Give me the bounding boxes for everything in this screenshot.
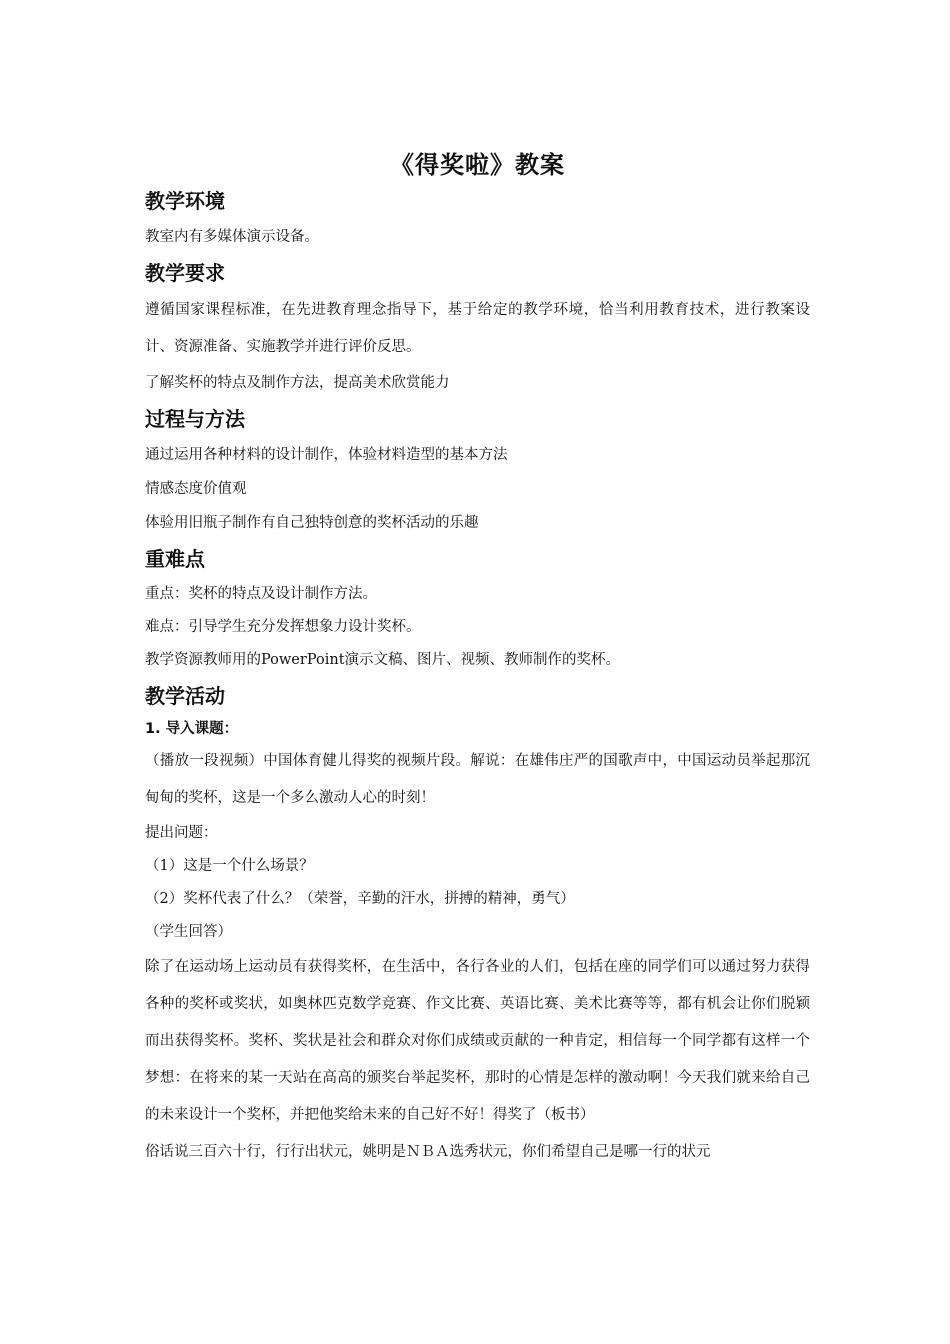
paragraph: 了解奖杯的特点及制作方法，提高美术欣赏能力 xyxy=(145,375,450,391)
heading-process: 过程与方法 xyxy=(145,407,245,431)
paragraph: 遵循国家课程标准，在先进教育理念指导下，基于给定的教学环境，恰当利用教育技术，进行教案设计、资源准备、实施教学并进行评价反思。 xyxy=(145,302,810,355)
paragraph: 重点：奖杯的特点及设计制作方法。 xyxy=(145,586,377,602)
paragraph: 除了在运动场上运动员有获得奖杯，在生活中，各行各业的人们，包括在座的同学们可以通过努力获得各种的奖杯或奖状，如奥林匹克数学竞赛、作文比赛、英语比赛、美术比赛等等，都有机会让你们脱颖而出获得奖杯。奖杯、奖状是社会和群众对你们成绩或贡献的一种肯定，相信每一个同学都有这样一个梦想：在将来的某一天站在高高的颁奖台举起奖杯，那时的心情是怎样的激动啊！今天我们就来给自己的未来设计一个奖杯，并把他奖给未来的自己好不好！得奖了（板书） xyxy=(145,959,810,1123)
paragraph: 体验用旧瓶子制作有自己独特创意的奖杯活动的乐趣 xyxy=(145,515,479,531)
paragraph: 难点：引导学生充分发挥想象力设计奖杯。 xyxy=(145,619,421,635)
heading-keypoints: 重难点 xyxy=(145,547,205,571)
paragraph: 教室内有多媒体演示设备。 xyxy=(145,229,319,245)
paragraph: （2）奖杯代表了什么？（荣誉，辛勤的汗水，拼搏的精神，勇气） xyxy=(145,891,575,907)
paragraph: （1）这是一个什么场景？ xyxy=(145,858,314,874)
heading-requirements: 教学要求 xyxy=(145,261,225,285)
paragraph: 教学资源教师用的PowerPoint演示文稿、图片、视频、教师制作的奖杯。 xyxy=(145,652,621,668)
paragraph: 提出问题： xyxy=(145,825,218,841)
paragraph: 情感态度价值观 xyxy=(145,481,247,497)
paragraph: （学生回答） xyxy=(145,924,232,940)
document-title: 《得奖啦》教案 xyxy=(390,151,565,179)
heading-activities: 教学活动 xyxy=(145,684,225,708)
paragraph: （播放一段视频）中国体育健儿得奖的视频片段。解说：在雄伟庄严的国歌声中，中国运动员举起那沉甸甸的奖杯，这是一个多么激动人心的时刻！ xyxy=(145,753,810,806)
heading-environment: 教学环境 xyxy=(145,189,225,213)
paragraph: 俗话说三百六十行，行行出状元，姚明是ＮＢＡ选秀状元，你们希望自己是哪一行的状元 xyxy=(145,1144,711,1160)
paragraph: 通过运用各种材料的设计制作，体验材料造型的基本方法 xyxy=(145,447,508,463)
document-page xyxy=(145,148,810,1171)
subheading-intro: 1. 导入课题： xyxy=(145,721,239,737)
